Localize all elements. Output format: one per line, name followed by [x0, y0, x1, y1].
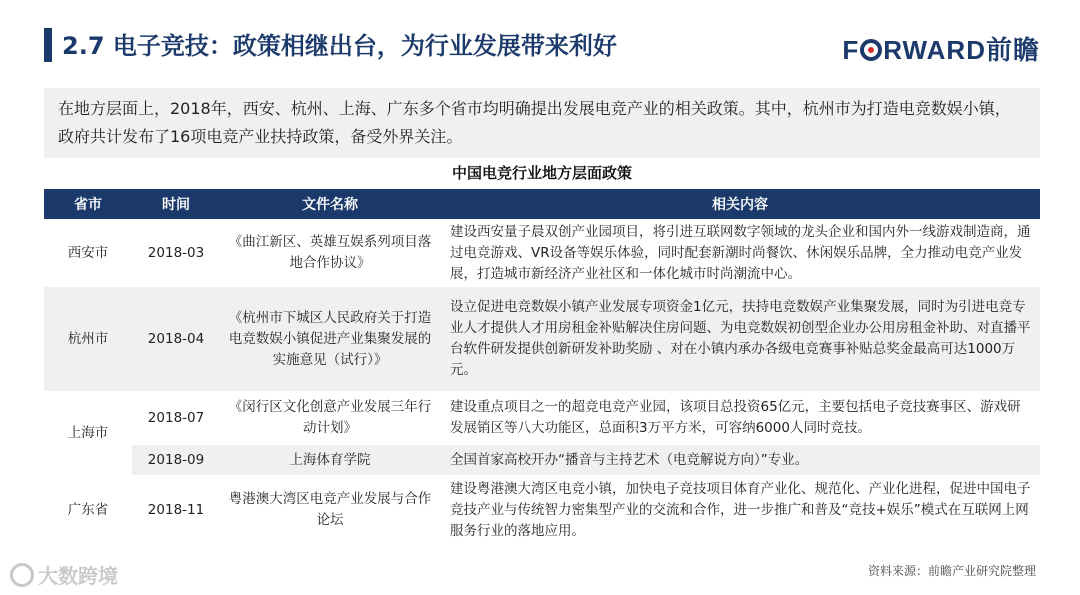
cell-content: 建设西安量子晨双创产业园项目，将引进互联网数字领域的龙头企业和国内外一线游戏制造商，通过电竞游戏、VR设备等娱乐体验，同时配套新潮时尚餐饮、休闲娱乐品牌，全力推动电竞产业发展，打造城市新经济产业社区和一体化城市时尚潮流中心。: [440, 219, 1040, 287]
header-time: 时间: [132, 189, 220, 219]
page-header: [0, 0, 1080, 88]
policy-table: [44, 189, 1040, 545]
table-row: [44, 219, 1040, 287]
logo-o-mark-icon: [860, 39, 882, 61]
header-province: 省市: [44, 189, 132, 219]
cell-province: 上海市: [44, 391, 132, 475]
cell-doc: 上海体育学院: [220, 445, 440, 475]
table-row: [44, 391, 1040, 445]
table-row: [44, 445, 1040, 475]
watermark-logo-icon: [10, 563, 34, 587]
cell-doc: 《曲江新区、英雄互娱系列项目落地合作协议》: [220, 219, 440, 287]
cell-doc: 粤港澳大湾区电竞产业发展与合作论坛: [220, 475, 440, 545]
table-row: [44, 475, 1040, 545]
page-title: 2.7 电子竞技：政策相继出台，为行业发展带来利好: [62, 32, 617, 60]
cell-content: 设立促进电竞数娱小镇产业发展专项资金1亿元，扶持电竞数娱产业集聚发展，同时为引进电竞专业人才提供人才用房租金补贴解决住房问题、为电竞数娱初创型企业办公用房租金补助、对直播平台软件研发提供创新研发补助奖励 、对在小镇内承办各级电竞赛事补贴总奖金最高可达1000万元。: [440, 287, 1040, 391]
cell-time: 2018-03: [132, 219, 220, 287]
cell-content: 建设重点项目之一的超竞电竞产业园，该项目总投资65亿元，主要包括电子竞技赛事区、游戏研发展销区等八大功能区，总面积3万平方米，可容纳6000人同时竞技。: [440, 391, 1040, 445]
header-content: 相关内容: [440, 189, 1040, 219]
table-title: 中国电竞行业地方层面政策: [451, 164, 632, 182]
forward-logo: F RWARD前瞻: [842, 35, 1040, 66]
table-row: [44, 287, 1040, 391]
cell-doc: 《闵行区文化创意产业发展三年行动计划》: [220, 391, 440, 445]
watermark: 大数跨境: [10, 560, 118, 589]
cell-time: 2018-07: [132, 391, 220, 445]
title-accent-bar: [44, 28, 52, 62]
cell-content: 建设粤港澳大湾区电竞小镇，加快电子竞技项目体育产业化、规范化、产业化进程，促进中国电子竞技产业与传统智力密集型产业的交流和合作，进一步推广和普及“竞技+娱乐”模式在互联网上网服务行业的落地应用。: [440, 475, 1040, 545]
cell-time: 2018-09: [132, 445, 220, 475]
table-header-row: [44, 189, 1040, 219]
cell-province: 西安市: [44, 219, 132, 287]
cell-province: 杭州市: [44, 287, 132, 391]
header-doc: 文件名称: [220, 189, 440, 219]
cell-content: 全国首家高校开办“播音与主持艺术（电竞解说方向）”专业。: [440, 445, 1040, 475]
cell-time: 2018-04: [132, 287, 220, 391]
cell-doc: 《杭州市下城区人民政府关于打造电竞数娱小镇促进产业集聚发展的实施意见（试行）》: [220, 287, 440, 391]
intro-paragraph: 在地方层面上，2018年，西安、杭州、上海、广东多个省市均明确提出发展电竞产业的相关政策。其中，杭州市为打造电竞数娱小镇，政府共计发布了16项电竞产业扶持政策，备受外界关注。: [44, 88, 1040, 158]
cell-time: 2018-11: [132, 475, 220, 545]
source-note: 资料来源：前瞻产业研究院整理: [867, 564, 1036, 578]
cell-province: 广东省: [44, 475, 132, 545]
